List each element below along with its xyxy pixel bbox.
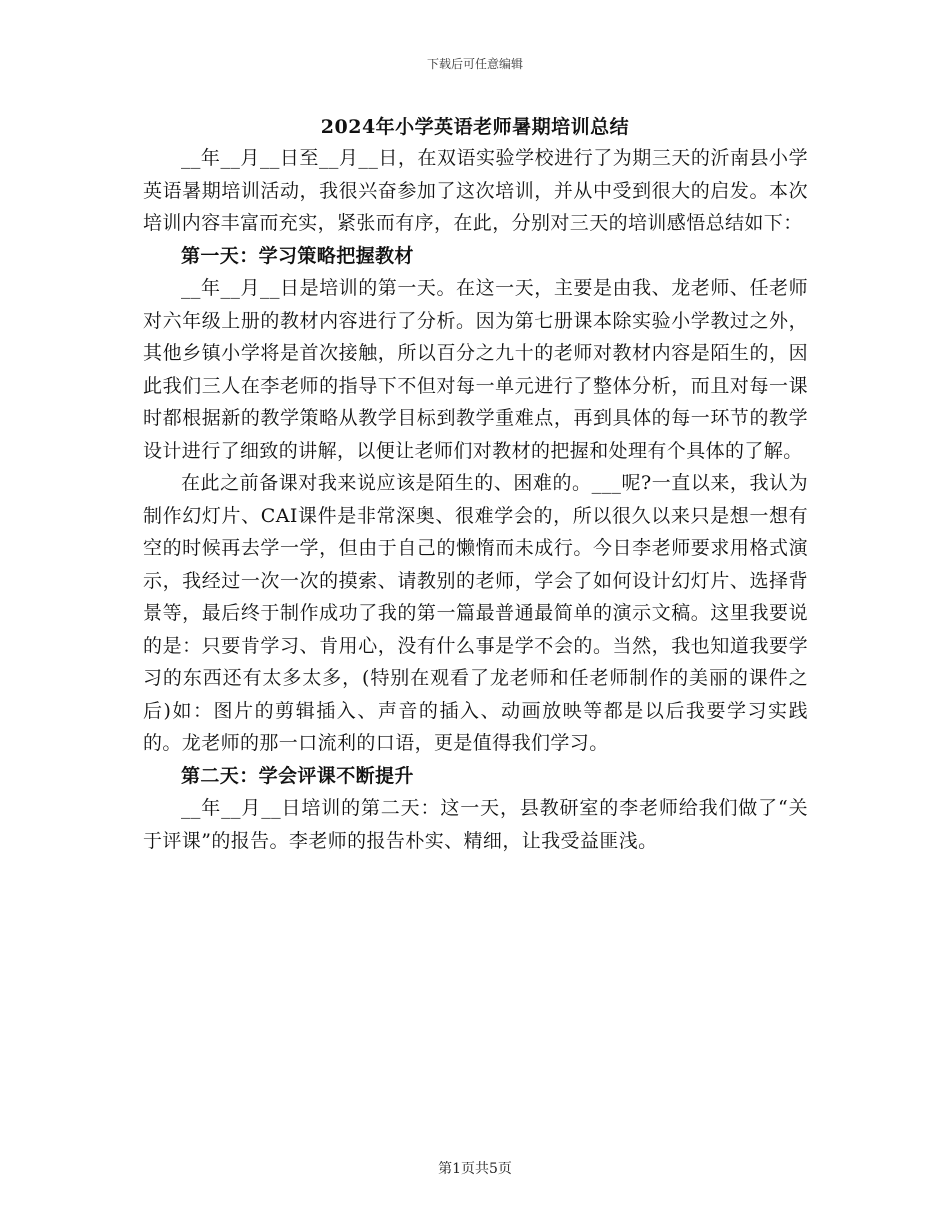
intro-paragraph: __年__月__日至__月__日，在双语实验学校进行了为期三天的沂南县小学英语暑期培训活动，我很兴奋参加了这次培训，并从中受到很大的启发。本次培训内容丰富而充实，紧张而有序，在此，分别对三天的培训感悟总结如下： — [143, 147, 808, 234]
day-two-paragraph: __年__月__日培训的第二天：这一天，县教研室的李老师给我们做了“关于评课”的报告。李老师的报告朴实、精细，让我受益匪浅。 — [143, 797, 808, 852]
page-number: 第1页共5页 — [438, 1161, 512, 1177]
section-heading-day-two: 第二天：学会评课不断提升 — [181, 764, 414, 787]
section-heading-day-one: 第一天：学习策略把握教材 — [181, 244, 414, 267]
document-body — [143, 142, 808, 857]
day-one-paragraph: __年__月__日是培训的第一天。在这一天，主要是由我、龙老师、任老师对六年级上册的教材内容进行了分析。因为第七册课本除实验小学教过之外，其他乡镇小学将是首次接触，所以百分之九十的老师对教材内容是陌生的，因此我们三人在李老师的指导下不但对每一单元进行了整体分析，而且对每一课时都根据新的教学策略从教学目标到教学重难点，再到具体的每一环节的教学设计进行了细致的讲解，以便让老师们对教材的把握和处理有个具体的了解。 — [143, 277, 808, 462]
courseware-paragraph: 在此之前备课对我来说应该是陌生的、困难的。___呢?一直以来，我认为制作幻灯片、CAI课件是非常深奥、很难学会的，所以很久以来只是想一想有空的时候再去学一学，但由于自己的懒惰而未成行。今日李老师要求用格式演示，我经过一次一次的摸索、请教别的老师，学会了如何设计幻灯片、选择背景等，最后终于制作成功了我的第一篇最普通最简单的演示文稿。这里我要说的是：只要肯学习、肯用心，没有什么事是学不会的。当然，我也知道我要学习的东西还有太多太多，(特别在观看了龙老师和任老师制作的美丽的课件之后)如：图片的剪辑插入、声音的插入、动画放映等都是以后我要学习实践的。龙老师的那一口流利的口语，更是值得我们学习。 — [143, 472, 808, 754]
download-note: 下载后可任意编辑 — [426, 57, 523, 71]
document-title: 2024年小学英语老师暑期培训总结 — [320, 116, 630, 138]
